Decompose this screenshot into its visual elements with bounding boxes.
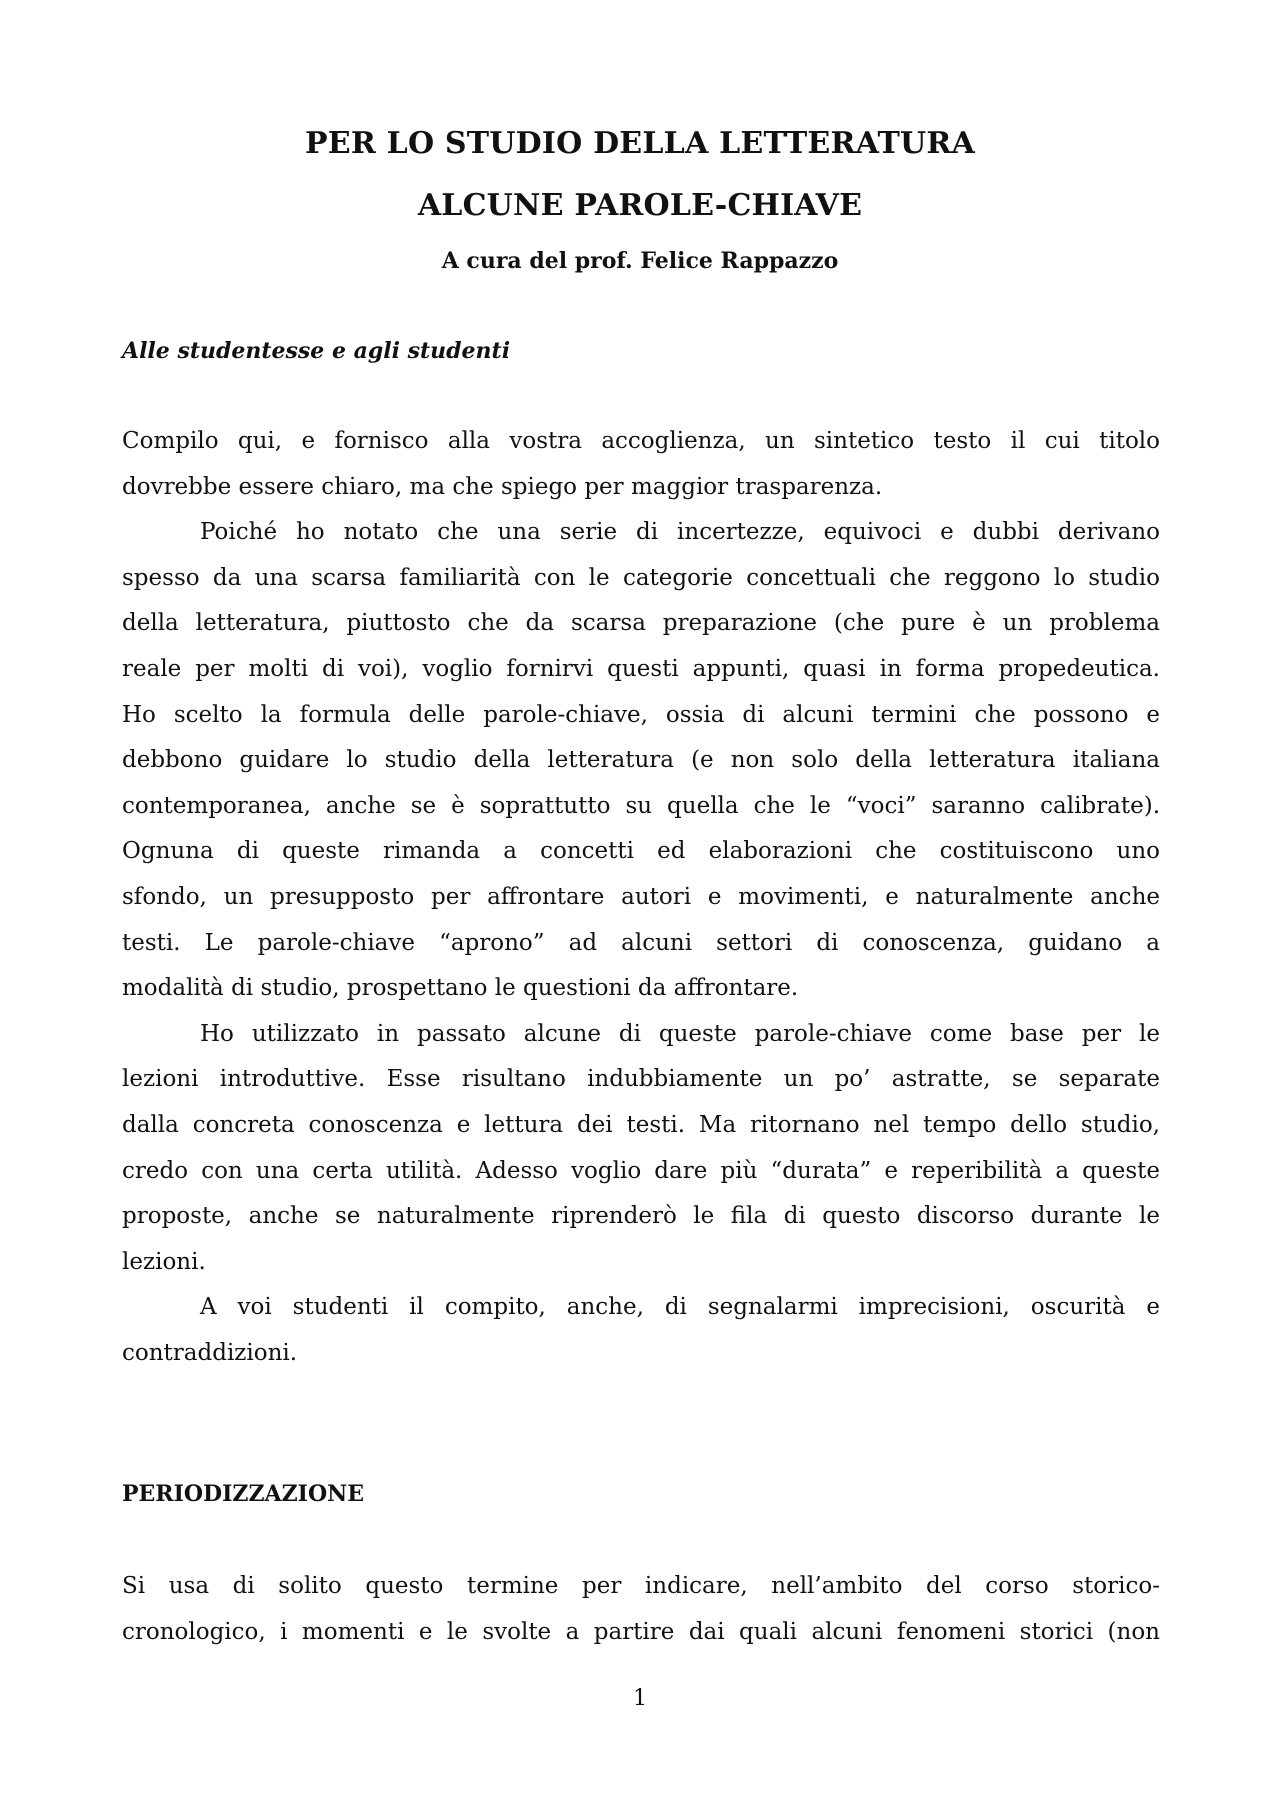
text-line: Ho scelto la formula delle parole-chiave, ossia di alcuni termini che possono e (122, 701, 1160, 728)
text-line: contemporanea, anche se è soprattutto su quella che le “voci” saranno calibrate). (122, 792, 1160, 819)
text-line: spesso da una scarsa familiarità con le categorie concettuali che reggono lo studio (122, 564, 1160, 591)
students-section-body (122, 419, 1160, 1376)
text-line: dovrebbe essere chiaro, ma che spiego per maggior trasparenza. (122, 473, 883, 500)
text-line: lezioni. (122, 1248, 206, 1275)
text-line: Poiché ho notato che una serie di incertezze, equivoci e dubbi derivano (200, 519, 1160, 546)
curator-line: A cura del prof. Felice Rappazzo (441, 248, 839, 274)
text-line: credo con una certa utilità. Adesso voglio dare più “durata” e reperibilità a queste (122, 1157, 1160, 1184)
text-line: cronologico, i momenti e le svolte a partire dai quali alcuni fenomeni storici (non (122, 1618, 1160, 1645)
text-line: della letteratura, piuttosto che da scarsa preparazione (che pure è un problema (122, 610, 1160, 637)
text-line: contraddizioni. (122, 1339, 298, 1366)
text-line: lezioni introduttive. Esse risultano indubbiamente un po’ astratte, se separate (122, 1066, 1160, 1093)
text-line: Compilo qui, e fornisco alla vostra accoglienza, un sintetico testo il cui titolo (122, 428, 1160, 454)
document-title-line-1: PER LO STUDIO DELLA LETTERATURA (305, 126, 975, 161)
text-line: Ho utilizzato in passato alcune di queste parole-chiave come base per le (200, 1020, 1160, 1047)
section-heading-periodizzazione: PERIODIZZAZIONE (122, 1481, 364, 1507)
page-number: 1 (633, 1686, 647, 1711)
text-line: A voi studenti il compito, anche, di segnalarmi imprecisioni, oscurità e (200, 1294, 1160, 1321)
text-line: Si usa di solito questo termine per indicare, nell’ambito del corso storico- (122, 1573, 1160, 1599)
text-line: proposte, anche se naturalmente riprenderò le fila di questo discorso durante le (122, 1203, 1160, 1230)
section-heading-students: Alle studentesse e agli studenti (122, 338, 511, 364)
text-line: testi. Le parole-chiave “aprono” ad alcuni settori di conoscenza, guidano a (122, 929, 1160, 956)
text-line: modalità di studio, prospettano le questioni da affrontare. (122, 975, 799, 1002)
periodizzazione-section-body (122, 1564, 1160, 1655)
text-line: reale per molti di voi), voglio fornirvi questi appunti, quasi in forma propedeutica. (122, 655, 1160, 682)
text-line: sfondo, un presupposto per affrontare autori e movimenti, e naturalmente anche (122, 883, 1160, 910)
document-title-line-2: ALCUNE PAROLE-CHIAVE (417, 188, 863, 223)
text-line: dalla concreta conoscenza e lettura dei testi. Ma ritornano nel tempo dello studio, (122, 1111, 1160, 1138)
text-line: debbono guidare lo studio della letteratura (e non solo della letteratura italiana (122, 747, 1160, 774)
text-line: Ognuna di queste rimanda a concetti ed elaborazioni che costituiscono uno (122, 838, 1160, 865)
